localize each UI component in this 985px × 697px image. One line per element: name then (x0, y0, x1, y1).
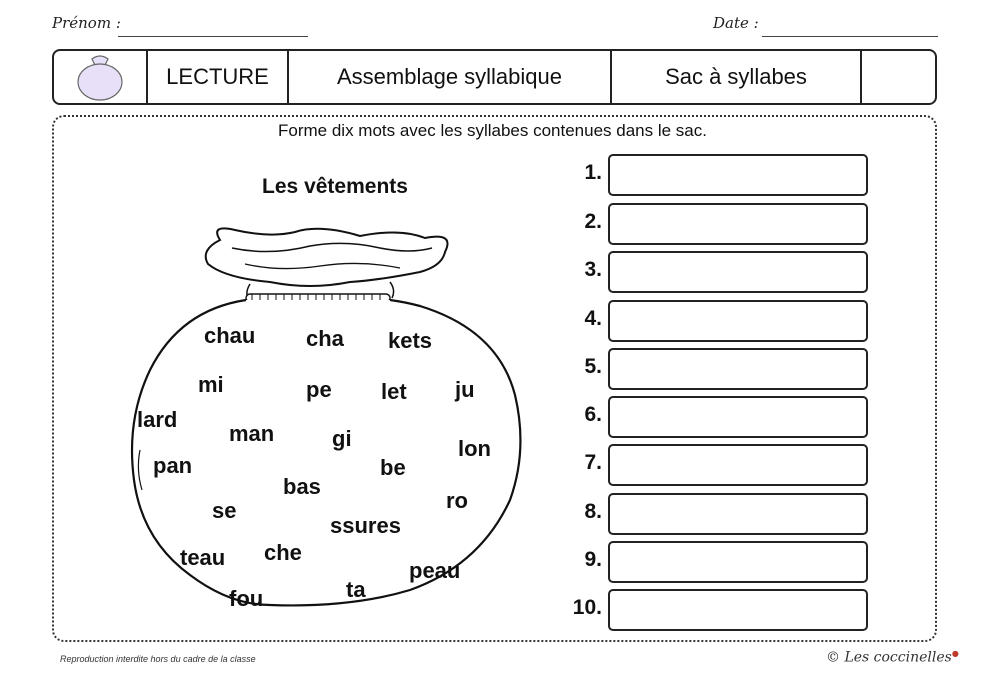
answer-row (560, 251, 870, 291)
answer-row (560, 348, 870, 388)
syllable-chip: bas (283, 474, 321, 499)
syllable-chip: peau (409, 558, 461, 583)
syllable-chip: teau (180, 545, 226, 570)
syllable-chip: kets (388, 328, 433, 353)
syllable-chip: be (380, 455, 406, 480)
syllable-chip: lard (137, 407, 178, 432)
header-banner (52, 49, 937, 105)
header-icon-cell (54, 51, 148, 103)
answer-box[interactable] (608, 444, 868, 486)
footer-notice: Reproduction interdite hors du cadre de la classe (60, 654, 256, 664)
syllable-chip: ro (446, 488, 468, 513)
answer-row (560, 396, 870, 436)
answer-box[interactable] (608, 203, 868, 245)
answer-row (560, 493, 870, 533)
syllable-chip: se (212, 498, 237, 523)
date-label: Date : (713, 14, 759, 32)
answer-number: 1. (584, 161, 602, 184)
answer-row (560, 444, 870, 484)
answer-row (560, 541, 870, 581)
answer-box[interactable] (608, 589, 868, 631)
answer-number: 2. (584, 210, 602, 233)
answer-box[interactable] (608, 300, 868, 342)
answer-box[interactable] (608, 154, 868, 196)
answer-box[interactable] (608, 396, 868, 438)
bag-title: Les vêtements (262, 175, 408, 198)
subject-cell: LECTURE (148, 51, 289, 103)
syllable-chip: cha (306, 326, 344, 351)
answer-number: 7. (584, 451, 602, 474)
answer-number: 8. (584, 500, 602, 523)
syllable-chip: ta (346, 577, 366, 602)
syllable-chip: pan (153, 453, 193, 478)
bag-icon (72, 53, 128, 101)
prenom-label: Prénom : (52, 14, 121, 32)
ladybug-icon: ● (951, 649, 959, 658)
syllable-chip: chau (204, 323, 256, 348)
prenom-line[interactable] (118, 36, 308, 37)
empty-cell (862, 51, 935, 103)
answer-number: 10. (572, 596, 602, 619)
copyright-text: © Les coccinelles (826, 649, 952, 666)
syllable-chip: ssures (330, 513, 401, 538)
syllable-chip: ju (455, 377, 475, 402)
answer-box[interactable] (608, 251, 868, 293)
topic-cell: Assemblage syllabique (289, 51, 612, 103)
syllable-chip: mi (198, 372, 224, 397)
date-line[interactable] (762, 36, 938, 37)
answer-box[interactable] (608, 348, 868, 390)
answer-row (560, 589, 870, 629)
syllable-chip: let (381, 379, 407, 404)
answer-row (560, 154, 870, 194)
answer-row (560, 203, 870, 243)
instruction-text: Forme dix mots avec les syllabes contenues dans le sac. (278, 121, 707, 140)
syllable-chip: gi (332, 426, 352, 451)
syllable-chip: man (229, 421, 275, 446)
title-cell: Sac à syllabes (612, 51, 862, 103)
answer-number: 4. (584, 307, 602, 330)
answer-number: 6. (584, 403, 602, 426)
answer-number: 9. (584, 548, 602, 571)
answer-box[interactable] (608, 493, 868, 535)
syllable-chip: fou (229, 586, 264, 611)
answer-number: 3. (584, 258, 602, 281)
syllable-chip: lon (458, 436, 491, 461)
answer-box[interactable] (608, 541, 868, 583)
answer-number: 5. (584, 355, 602, 378)
syllable-chip: che (264, 540, 302, 565)
syllable-chip: pe (306, 377, 332, 402)
answer-row (560, 300, 870, 340)
copyright (826, 649, 959, 666)
